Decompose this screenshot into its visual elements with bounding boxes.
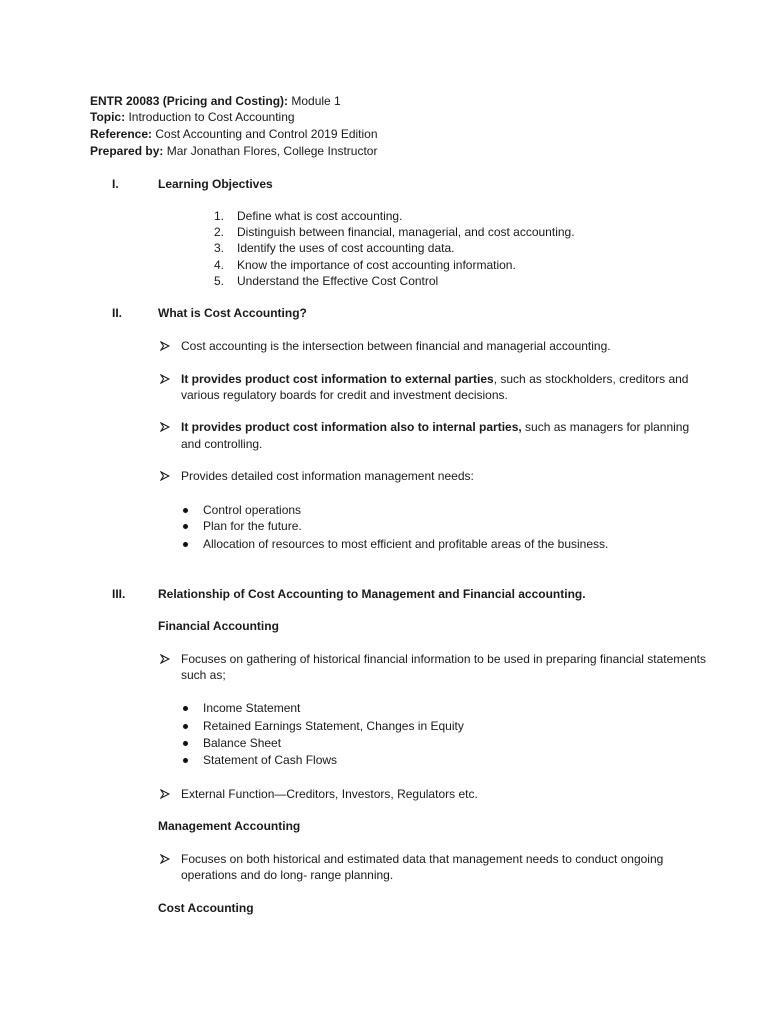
arrow-bullet-icon	[160, 854, 170, 864]
section-1-numeral: I.	[112, 177, 119, 191]
bullet-dot-icon	[183, 706, 188, 711]
management-focus-line: Focuses on both historical and estimated data that management needs to conduct ongoing	[181, 852, 664, 866]
course-value: Module 1	[288, 94, 341, 108]
topic-value: Introduction to Cost Accounting	[125, 110, 295, 124]
topic-line	[90, 109, 295, 125]
cost-accounting-heading: Cost Accounting	[158, 901, 254, 915]
management-focus-line2: operations and do long- range planning.	[181, 868, 394, 882]
list-item: Plan for the future.	[203, 519, 302, 533]
objective-number: 2.	[213, 225, 224, 239]
external-parties-bold: It provides product cost information to external parties	[181, 372, 494, 386]
list-item: Control operations	[203, 503, 302, 517]
objective-item: Identify the uses of cost accounting data.	[237, 241, 455, 255]
cost-accounting-definition: Cost accounting is the intersection between financial and managerial accounting.	[181, 339, 611, 353]
course-label: ENTR 20083 (Pricing and Costing):	[90, 94, 289, 108]
bullet-dot-icon	[183, 542, 188, 547]
prepared-label: Prepared by:	[90, 144, 164, 158]
objective-item: Distinguish between financial, managerial, and cost accounting.	[237, 225, 575, 239]
objective-number: 5.	[213, 274, 224, 288]
arrow-bullet-icon	[160, 654, 170, 664]
reference-value: Cost Accounting and Control 2019 Edition	[152, 127, 378, 141]
list-item: Balance Sheet	[203, 736, 282, 750]
external-parties-rest: , such as stockholders, creditors and	[493, 372, 689, 386]
arrow-bullet-icon	[160, 422, 170, 432]
financial-accounting-heading: Financial Accounting	[158, 619, 279, 633]
section-3-numeral: III.	[112, 587, 126, 601]
bullet-dot-icon	[183, 741, 188, 746]
objective-number: 1.	[213, 209, 224, 223]
objective-item: Understand the Effective Cost Control	[237, 274, 439, 288]
management-needs-line: Provides detailed cost information management needs:	[181, 469, 474, 483]
section-3-title: Relationship of Cost Accounting to Management and Financial accounting.	[158, 587, 586, 601]
list-item: Allocation of resources to most efficient and profitable areas of the business.	[203, 537, 609, 551]
objective-number: 4.	[213, 258, 224, 272]
reference-label: Reference:	[90, 127, 153, 141]
section-2-numeral: II.	[112, 306, 123, 320]
management-accounting-heading: Management Accounting	[158, 819, 301, 833]
objective-item: Define what is cost accounting.	[237, 209, 403, 223]
arrow-bullet-icon	[160, 341, 170, 351]
financial-focus-line: Focuses on gathering of historical financial information to be used in preparing financial statements	[181, 652, 706, 666]
external-function-line: External Function—Creditors, Investors, Regulators etc.	[181, 787, 478, 801]
prepared-value: Mar Jonathan Flores, College Instructor	[163, 144, 378, 158]
internal-parties-line	[181, 419, 689, 435]
section-2-title: What is Cost Accounting?	[158, 306, 307, 320]
financial-focus-line2: such as;	[181, 668, 226, 682]
objective-number: 3.	[213, 241, 224, 255]
internal-parties-rest: such as managers for planning	[521, 420, 690, 434]
bullet-dot-icon	[183, 724, 188, 729]
list-item: Retained Earnings Statement, Changes in Equity	[203, 719, 464, 733]
objective-item: Know the importance of cost accounting information.	[237, 258, 516, 272]
bullet-dot-icon	[183, 524, 188, 529]
prepared-line	[90, 143, 377, 159]
internal-parties-line2: and controlling.	[181, 437, 263, 451]
reference-line	[90, 126, 378, 142]
list-item: Income Statement	[203, 701, 301, 715]
bullet-dot-icon	[183, 508, 188, 513]
arrow-bullet-icon	[160, 374, 170, 384]
bullet-dot-icon	[183, 758, 188, 763]
course-line	[90, 93, 341, 109]
internal-parties-bold: It provides product cost information also to internal parties,	[181, 420, 522, 434]
external-parties-line2: various regulatory boards for credit and investment decisions.	[181, 388, 508, 402]
section-1-title: Learning Objectives	[158, 177, 273, 191]
arrow-bullet-icon	[160, 471, 170, 481]
arrow-bullet-icon	[160, 789, 170, 799]
topic-label: Topic:	[90, 110, 126, 124]
list-item: Statement of Cash Flows	[203, 753, 338, 767]
external-parties-line	[181, 371, 688, 387]
